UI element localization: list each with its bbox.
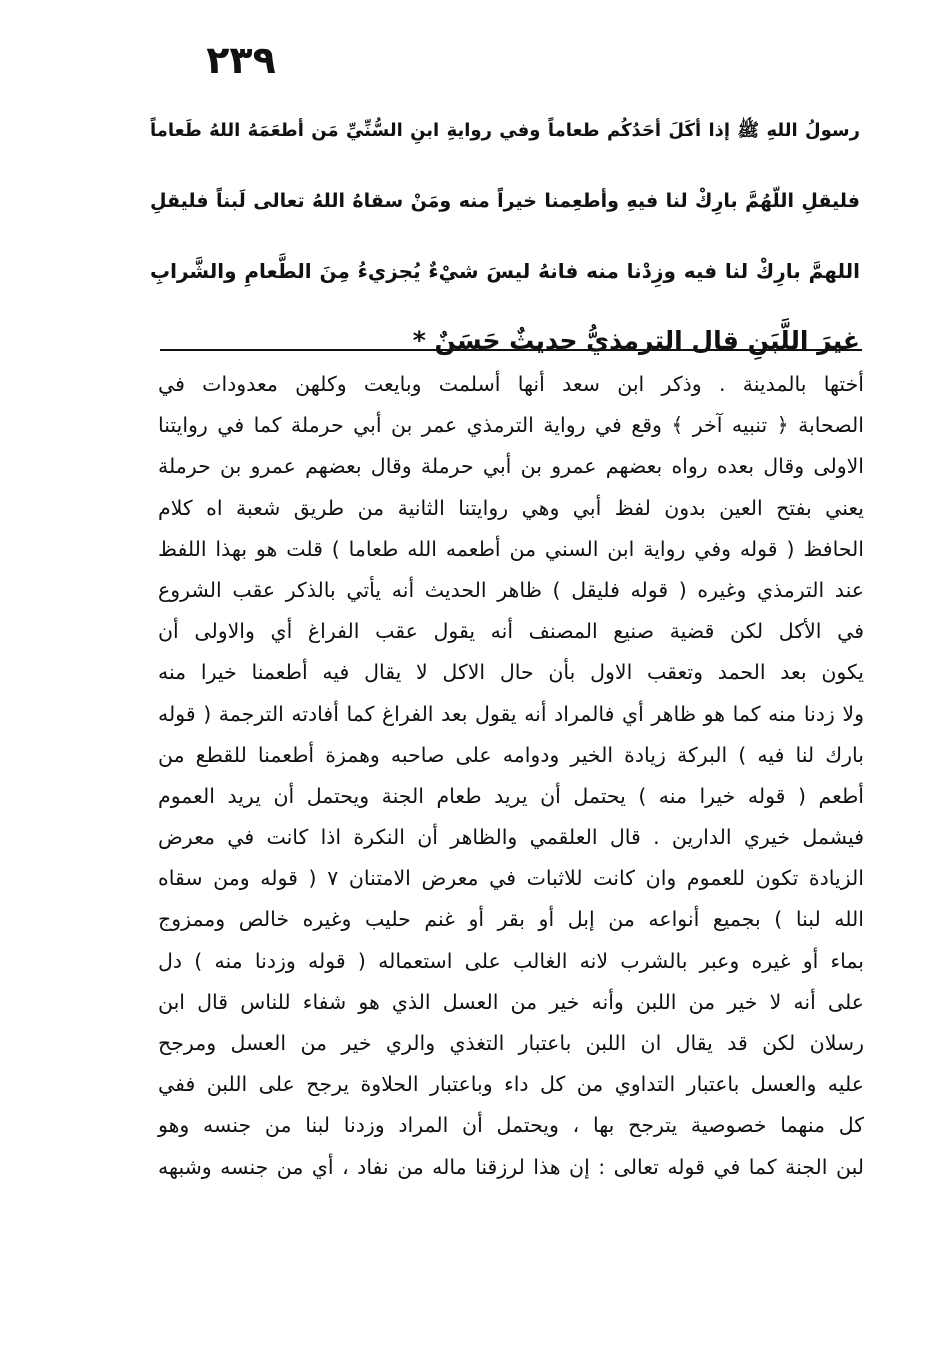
commentary-line: بارك لنا فيه ) البركة زيادة الخير ودوامه على صاحبه وهمزة أطعمنا للقطع من: [158, 742, 864, 767]
commentary-line: أختها بالمدينة . وذكر ابن سعد أنها أسلمت وبايعت وكلهن معدودات في: [158, 372, 864, 396]
commentary-line: الله لبنا ) بجميع أنواعه من إبل أو بقر أو غنم حليب وغيره خالص وممزوج: [158, 907, 864, 932]
commentary-line: عند الترمذي وغيره ( قوله فليقل ) ظاهر الحديث أنه يأتي بالذكر عقب الشروع: [158, 577, 864, 602]
footnote-divider: [160, 349, 862, 351]
commentary-line: أطعم ( قوله خيرا منه ) يحتمل أن يريد طعام الجنة ويحتمل أن يريد العموم: [158, 783, 864, 808]
commentary-line: بماء أو غيره وعبر بالشرب لانه الغالب على استعماله ( قوله وزدنا منه ) دل: [158, 948, 864, 973]
commentary-line: الحافظ ( قوله وفي رواية ابن السني من أطعمه الله طعاما ) قلت هو بهذا اللفظ: [158, 536, 864, 561]
commentary-line: في الأكل لكن قضية صنيع المصنف أنه يقول عقب الفراغ أي والاولى أن: [158, 619, 864, 644]
commentary-line: الاولى وقال بعده رواه بعضهم عمرو بن أبي حرملة وقال بعضهم عمرو بن حرملة: [158, 454, 864, 479]
commentary-line: عليه والعسل باعتبار التداوي من كل داء وباعتبار الحلاوة يرجح على اللبن ففي: [158, 1072, 864, 1097]
commentary-line: ولا زدنا منه كما هو ظاهر أي فالمراد أنه يقول بعد الفراغ كما أفادته الترجمة ( قوله: [158, 701, 864, 726]
hadith-line: اللهمَّ بارِكْ لنا فيه وزِدْنا منه فانهُ ليسَ شيْءٌ يُجزيءُ مِنَ الطَّعامِ والشَّرابِ: [150, 259, 860, 283]
page-number: ٢٣٩: [206, 38, 276, 82]
commentary-line: على أنه لا خير من اللبن وأنه خير من العسل الذي هو شفاء للناس قال ابن: [158, 989, 864, 1014]
commentary-text: [158, 364, 864, 1188]
hadith-text: [150, 96, 860, 376]
commentary-line: لبن الجنة كما في قوله تعالى : إن هذا لرزقنا ماله من نفاد ، أي من جنسه وشبهه: [158, 1154, 864, 1179]
commentary-line: كل منهما خصوصية يترجح بها ، ويحتمل أن المراد وزدنا لبنا من جنسه وهو: [158, 1113, 864, 1138]
commentary-line: الزيادة تكون للعموم وان كانت للاثبات في معرض الامتنان ٧ ( قوله ومن سقاه: [158, 866, 864, 891]
commentary-line: يعني بفتح العين بدون لفظ أبي وهي روايتنا الثانية من طريق شعبة اه كلام: [158, 495, 864, 520]
hadith-line: رسولُ اللهِ ﷺ إذا أكَلَ أحَدُكُم طعاماً وفي روايةِ ابنِ السُّنِّيِّ مَن أطعَمَهُ اللهُ طَعاماً: [150, 120, 860, 141]
hadith-line: غيرَ اللَّبَنِ قال الترمذيُّ حديثٌ حَسَنٌ *: [412, 326, 860, 355]
commentary-line: رسلان لكن قد يقال ان اللبن باعتبار التغذي والري خير من العسل ومرجح: [158, 1031, 864, 1055]
commentary-line: فيشمل خيري الدارين . قال العلقمي والظاهر أن النكرة اذا كانت في معرض: [158, 825, 864, 850]
commentary-line: الصحابة ﴿ تنبيه آخر ﴾ وقع في رواية الترمذي عمر بن أبي حرملة كما في روايتنا: [158, 413, 864, 438]
commentary-line: يكون بعد الحمد وتعقب الاول بأن حال الاكل لا يقال فيه أطعمنا خيرا منه: [158, 660, 864, 685]
hadith-line: فليقلِ اللّهُمَّ بارِكْ لنا فيهِ وأطعِمنا خيراً منه ومَنْ سقاهُ اللهُ تعالى لَبناً فليقلِ: [150, 190, 860, 212]
